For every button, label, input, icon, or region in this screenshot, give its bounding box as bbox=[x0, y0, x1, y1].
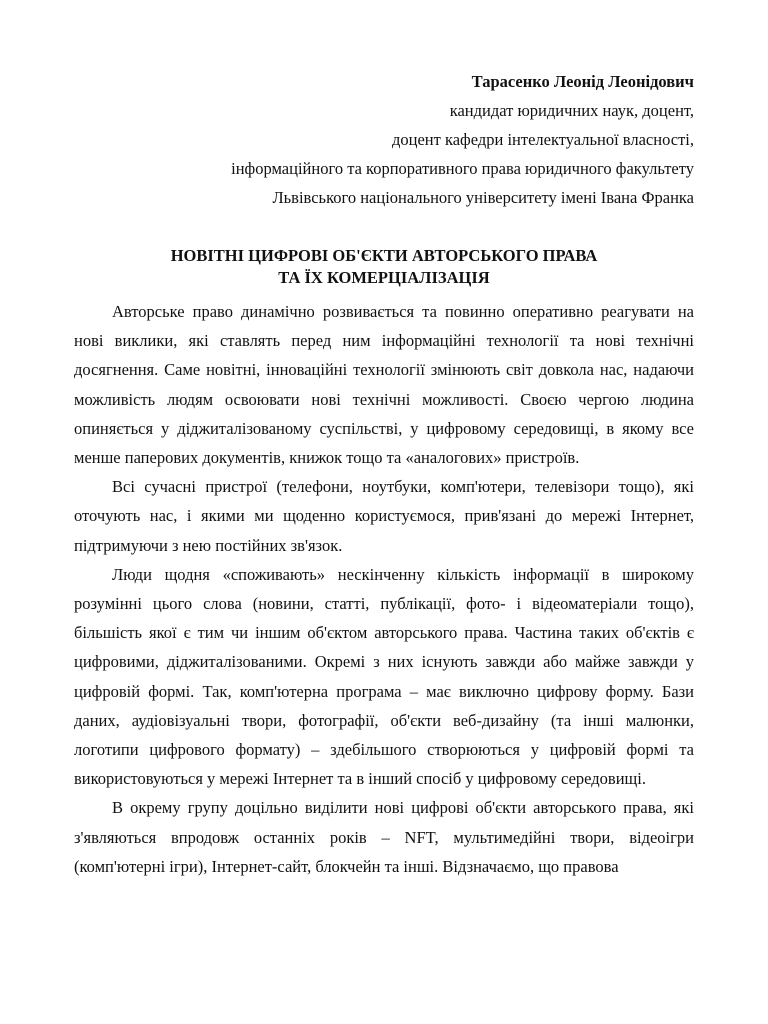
author-position-line: Львівського національного університету імені Івана Франка bbox=[272, 188, 694, 207]
body-paragraph: Авторське право динамічно розвивається та повинно оперативно реагувати на нові виклики, які ставлять перед ним інформаційні технології та нові технічні досягнення. Саме новітні, інноваційні технології змінюють світ довкола нас, надаючи можливість людям освоювати нові технічні можливості. Своєю чергою людина опиняється у діджиталізованому суспільстві, у цифровому середовищі, в якому все менше паперових документів, книжок тощо та «аналогових» пристроїв. bbox=[74, 302, 694, 468]
body-paragraph: Люди щодня «споживають» нескінченну кількість інформації в широкому розумінні цього слова (новини, статті, публікації, фото- і відеоматеріали тощо), більшість якої є тим чи іншим об'єктом авторського права. Частина таких об'єктів є цифровими, діджиталізованими. Окремі з них існують завжди або майже завжди у цифровій формі. Так, комп'ютерна програма – має виключно цифрову форму. Бази даних, аудіовізуальні твори, фотографії, об'єкти веб-дизайну (та інші малюнки, логотипи цифрового формату) – здебільшого створюються у цифровій формі та використовуються у мережі Інтернет та в інший спосіб у цифровому середовищі. bbox=[74, 564, 694, 789]
title-line: НОВІТНІ ЦИФРОВІ ОБ'ЄКТИ АВТОРСЬКОГО ПРАВА bbox=[170, 246, 598, 265]
author-position-line: доцент кафедри інтелектуальної власності, bbox=[392, 130, 694, 149]
article-title bbox=[74, 245, 694, 289]
article-body bbox=[74, 297, 694, 881]
author-position-line: інформаційного та корпоративного права юридичного факультету bbox=[231, 159, 694, 178]
author-position-line: кандидат юридичних наук, доцент, bbox=[449, 101, 694, 120]
author-name: Тарасенко Леонід Леонідович bbox=[471, 72, 694, 91]
body-paragraph: Всі сучасні пристрої (телефони, ноутбуки, комп'ютери, телевізори тощо), які оточують нас, і якими ми щоденно користуємося, прив'язані до мережі Інтернет, підтримуючи з нею постійних зв'язок. bbox=[74, 477, 694, 555]
author-info bbox=[231, 67, 694, 212]
title-line: ТА ЇХ КОМЕРЦІАЛІЗАЦІЯ bbox=[278, 268, 490, 287]
body-paragraph: В окрему групу доцільно виділити нові цифрові об'єкти авторського права, які з'являються впродовж останніх років – NFT, мультимедійні твори, відеоігри (комп'ютерні ігри), Інтернет-сайт, блокчейн та інші. Відзначаємо, що правова bbox=[74, 798, 694, 876]
